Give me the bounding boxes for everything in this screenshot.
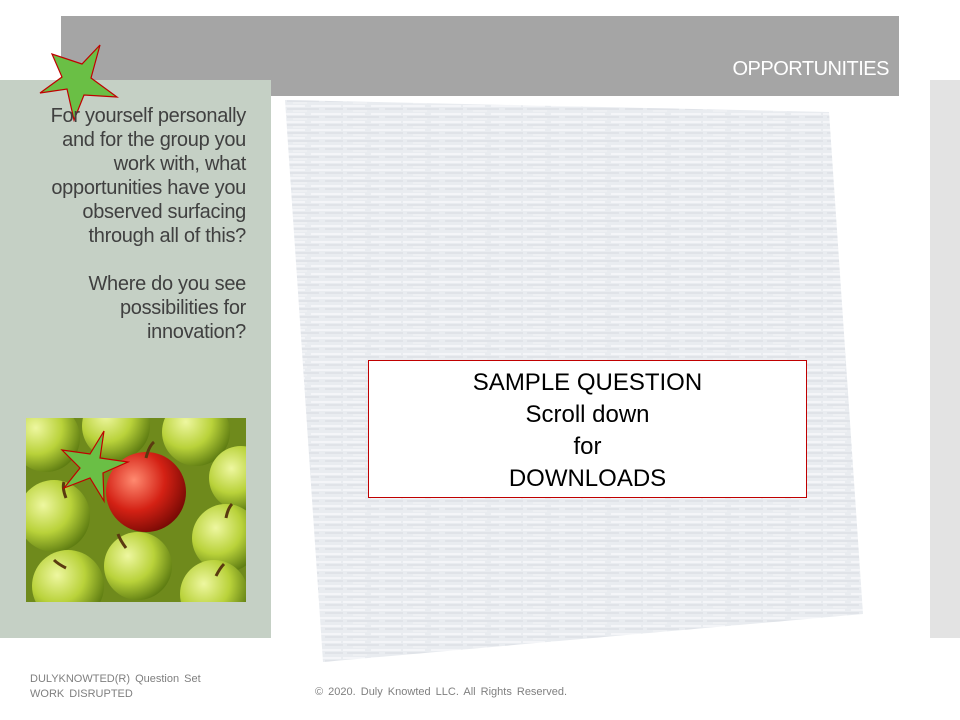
footer-set-subtitle: WORK DISRUPTED bbox=[30, 688, 133, 700]
sample-question-label: SAMPLE QUESTION bbox=[472, 369, 703, 396]
scroll-down-label: Scroll down bbox=[525, 401, 650, 428]
for-label: for bbox=[573, 433, 602, 460]
downloads-label: DOWNLOADS bbox=[508, 465, 667, 492]
right-side-strip bbox=[930, 80, 960, 638]
page-title: OPPORTUNITIES bbox=[732, 58, 889, 80]
question-paragraph-2: Where do you see possibilities for innovation? bbox=[88, 273, 246, 343]
footer-copyright: © 2020. Duly Knowted LLC. All Rights Reserved. bbox=[315, 686, 568, 698]
star-icon bbox=[58, 428, 132, 504]
footer-set-info bbox=[30, 672, 201, 702]
sample-question-box bbox=[368, 360, 807, 498]
footer-set-name: DULYKNOWTED(R) Question Set bbox=[30, 673, 201, 685]
question-text bbox=[40, 104, 246, 368]
question-paragraph-1: For yourself personally and for the group you work with, what opportunities have you observed surfacing through all of this? bbox=[50, 105, 246, 247]
